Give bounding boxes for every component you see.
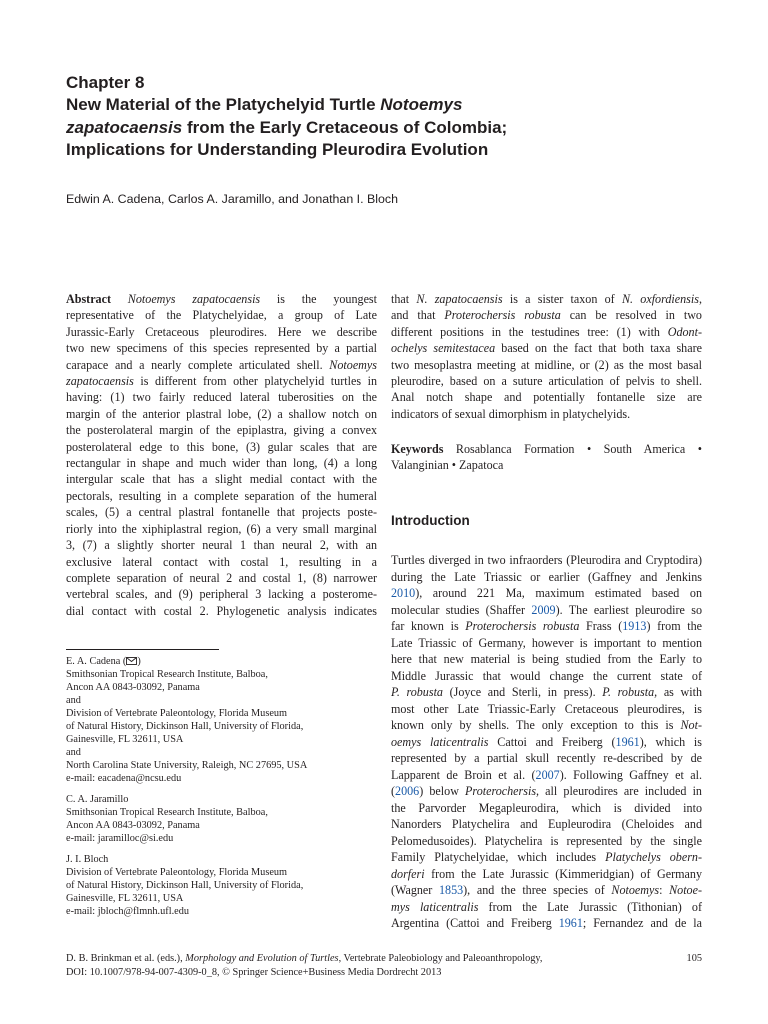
chapter-label: Chapter 8 xyxy=(66,73,145,92)
text-run: during the Late Triassic or earlier (Gaffney and Jenkins xyxy=(391,569,702,584)
text-run: Cattoi and Freiberg ( xyxy=(488,734,616,749)
affiliation-line xyxy=(66,759,377,772)
book-title: Morphology and Evolution of Turtles xyxy=(185,953,339,964)
text-run: as with xyxy=(657,685,702,699)
text-run: ; Fernandez and de la xyxy=(582,916,702,930)
abstract-line xyxy=(66,406,377,422)
text-run: complete separation of neural 2 and costal 1, (8) narrower xyxy=(66,570,377,585)
abstract-line xyxy=(66,324,377,340)
affiliation-text: Gainesville, FL 32611, USA xyxy=(66,734,184,745)
affiliation-text: C. A. Jaramillo xyxy=(66,794,129,805)
text-run: Nanorders Platychelira and Eupleurodira (Cheloides and xyxy=(391,817,702,831)
text-run: Valanginian • Zapatoca xyxy=(391,458,504,473)
text-run: riorly into the xiphiplastral region, (6) a very small marginal xyxy=(66,521,377,536)
text-run: Notoe- xyxy=(669,883,702,897)
page-number: 105 xyxy=(686,953,702,964)
affiliation-line xyxy=(66,806,377,819)
text-run: Not- xyxy=(680,718,702,732)
text-run: Middle Jurassic that would change the current state of xyxy=(391,668,702,683)
affiliation-line xyxy=(66,772,377,785)
affiliation-line xyxy=(66,668,377,681)
text-run: New Material of the Platychelyid Turtle xyxy=(66,95,381,114)
introduction-line xyxy=(391,915,702,932)
introduction-line xyxy=(391,585,702,602)
text-run: Proterochersis robusta xyxy=(465,619,580,633)
affiliation-text: and xyxy=(66,747,81,758)
text-run: two new specimens of this species represented by a partial xyxy=(66,341,377,356)
text-run: having: (1) two fairly reduced lateral tuberosities on the xyxy=(66,390,377,405)
affiliation-text: Gainesville, FL 32611, USA xyxy=(66,893,184,904)
text-run: exclusive lateral contact with costal 1, resulting in a xyxy=(66,554,377,569)
text-run: zapatocaensis xyxy=(66,374,134,389)
chapter-title xyxy=(66,94,716,162)
affiliation-line xyxy=(66,681,377,694)
affiliation-line xyxy=(66,879,377,892)
affiliation-line xyxy=(66,720,377,733)
text-run: can be resolved in two xyxy=(560,308,702,323)
text-run: all pleurodires are included in xyxy=(539,784,702,798)
text-run: ( xyxy=(391,784,396,798)
introduction-line xyxy=(391,569,702,586)
text-run: ), and the three species of xyxy=(463,883,612,897)
text-run: N. oxfordiensis xyxy=(621,292,699,306)
citation-year-link[interactable]: 2009 xyxy=(531,602,556,617)
series-title: , Vertebrate Paleobiology and Paleoanthropology, xyxy=(338,953,543,964)
text-run: representative of the Platychelyidae, a group of Late xyxy=(66,308,377,323)
text-run: different positions in the testudines tree: (1) with xyxy=(391,324,668,339)
abstract-line xyxy=(391,357,702,373)
affiliation-line xyxy=(66,866,377,879)
affiliation-text: e-mail: jaramilloc@si.edu xyxy=(66,833,174,844)
text-run: P. robusta xyxy=(391,685,443,699)
affiliation-text: e-mail: jbloch@flmnh.ufl.edu xyxy=(66,906,190,917)
text-run: ) below xyxy=(419,784,466,798)
citation-year-link[interactable]: 1913 xyxy=(622,619,647,633)
affiliation-text: Division of Vertebrate Paleontology, Florida Museum xyxy=(66,867,288,878)
keywords-line xyxy=(391,457,702,473)
text-run: that xyxy=(391,292,417,306)
author-list: Edwin A. Cadena, Carlos A. Jaramillo, and Jonathan I. Bloch xyxy=(66,192,398,206)
text-run: Implications for Understanding Pleurodira Evolution xyxy=(66,140,489,159)
text-run: Notoemys xyxy=(329,357,377,372)
text-run: two mesoplastra meeting at midline, or (2) as the most basal xyxy=(391,357,702,372)
text-run: carapace and a nearly complete articulated shell. xyxy=(66,357,330,372)
affiliation-text: of Natural History, Dickinson Hall, University of Florida, xyxy=(66,880,304,891)
text-run: represented by a partial skull recently re-described by de xyxy=(391,751,702,765)
text-run: molecular studies (Shaffer xyxy=(391,602,532,617)
abstract-line xyxy=(66,422,377,438)
text-run: indicators of sexual dimorphism in platychelyids. xyxy=(391,406,631,421)
text-run: known only by shells. The only exception to this is xyxy=(391,718,681,732)
affiliation-text: of Natural History, Dickinson Hall, University of Florida, xyxy=(66,721,304,732)
text-run: oemys laticentralis xyxy=(391,734,489,749)
affiliation-text: e-mail: eacadena@ncsu.edu xyxy=(66,773,182,784)
abstract-line xyxy=(391,373,702,389)
text-run: Rosablanca Formation • South America • xyxy=(443,442,702,456)
affiliation-line xyxy=(66,655,377,668)
text-run: vertebral scales, and (9) peripheral 3 lacking a posterome- xyxy=(66,587,377,602)
affiliation-text: E. A. Cadena ( xyxy=(66,656,127,667)
text-run: from the Early Cretaceous of Colombia; xyxy=(182,117,508,137)
text-run: intergular scale that has a slight medial contact with the xyxy=(66,472,377,487)
abstract-line xyxy=(66,373,377,389)
affiliation-line xyxy=(66,832,377,845)
introduction-line xyxy=(391,635,702,652)
affiliation-text: J. I. Bloch xyxy=(66,854,109,865)
citation-year-link[interactable]: 1961 xyxy=(615,734,640,749)
doi-line: DOI: 10.1007/978-94-007-4309-0_8, © Springer Science+Business Media Dordrecht 2013 xyxy=(66,966,442,978)
text-run: pectorals, resulting in a complete separation of the humeral xyxy=(66,488,377,503)
text-run: from the Late Jurassic (Kimmeridgian) of Germany xyxy=(424,866,702,881)
text-run: most other Late Triassic-Early Cretaceous pleurodires, is xyxy=(391,701,702,716)
abstract-line xyxy=(66,291,377,307)
introduction-line xyxy=(391,701,702,718)
text-run: Odont- xyxy=(667,324,702,339)
introduction-line xyxy=(391,800,702,817)
introduction-line xyxy=(391,750,702,767)
text-run: far known is xyxy=(391,619,466,633)
abstract-line xyxy=(391,389,702,405)
affiliation-line xyxy=(66,892,377,905)
abstract-line xyxy=(66,554,377,570)
affiliation-text: Division of Vertebrate Paleontology, Florida Museum xyxy=(66,708,288,719)
abstract-line xyxy=(391,406,702,422)
affiliation-line xyxy=(66,694,377,707)
affiliation-line xyxy=(66,819,377,832)
keywords-line xyxy=(391,441,702,457)
introduction-line xyxy=(391,734,702,751)
envelope-icon xyxy=(126,656,137,664)
text-run: (Joyce and Sterli, in press). xyxy=(442,685,603,699)
introduction-line xyxy=(391,651,702,668)
text-run: Lapparent de Broin et al. ( xyxy=(391,767,536,782)
affiliation-line xyxy=(66,793,377,806)
text-run: and that xyxy=(391,308,445,323)
abstract-line xyxy=(391,324,702,340)
introduction-line xyxy=(391,899,702,916)
text-run: Jurassic-Early Cretaceous pleurodires. Here we describe xyxy=(66,324,377,339)
citation-line xyxy=(66,952,702,966)
introduction-line xyxy=(391,602,702,619)
text-run: mys laticentralis xyxy=(391,899,479,914)
introduction-line xyxy=(391,552,702,569)
affiliation-text: Ancon AA 0843-03092, Panama xyxy=(66,682,200,693)
text-run: Family Platychelyidae, which includes xyxy=(391,850,606,864)
text-run: posterolateral edge to this bone, (3) gular scales that are xyxy=(66,439,377,454)
text-run: ochelys semitestacea xyxy=(391,341,496,356)
abstract-line xyxy=(66,340,377,356)
introduction-line xyxy=(391,882,702,899)
text-run: zapatocaensis xyxy=(66,117,183,137)
text-run: here that new material is being studied from the Early to xyxy=(391,652,702,666)
abstract-line xyxy=(66,488,377,504)
introduction-line xyxy=(391,783,702,800)
text-run: margin of the anterior plastral lobe, (2) a shallow notch on xyxy=(66,406,377,421)
affiliation-block xyxy=(66,655,377,785)
text-run: ), which is xyxy=(639,734,702,749)
text-run: ). Following Gaffney et al. xyxy=(559,767,703,782)
abstract-line xyxy=(66,357,377,373)
abstract-label: Abstract xyxy=(66,292,128,306)
affiliation-block xyxy=(66,793,377,845)
affiliation-block xyxy=(66,853,377,918)
introduction-line xyxy=(391,684,702,701)
text-run: Notoemys xyxy=(611,883,660,897)
text-run: Frass ( xyxy=(579,619,623,633)
introduction-line xyxy=(391,816,702,833)
abstract-line xyxy=(66,504,377,520)
text-run: Notoemys zapatocaensis xyxy=(127,292,261,306)
abstract-line xyxy=(391,340,702,356)
affiliation-text: Ancon AA 0843-03092, Panama xyxy=(66,820,200,831)
text-run: N. zapatocaensis xyxy=(416,292,503,306)
abstract-line xyxy=(66,471,377,487)
abstract-line xyxy=(66,455,377,471)
affiliation-text: Smithsonian Tropical Research Institute, Balboa, xyxy=(66,669,268,680)
text-run: Notoemys xyxy=(380,95,463,114)
text-run: ), around 221 Ma, maximum estimated based on xyxy=(415,586,702,600)
text-run: ) from the xyxy=(646,619,703,633)
abstract-continued xyxy=(391,291,702,422)
text-run: Late Triassic of Germany, however is important to mention xyxy=(391,635,702,650)
abstract-line xyxy=(66,439,377,455)
keywords xyxy=(391,441,702,474)
citation-editors: D. B. Brinkman et al. (eds.), xyxy=(66,953,186,964)
text-run: : xyxy=(659,883,670,897)
affiliation-line xyxy=(66,733,377,746)
title-line xyxy=(66,94,716,117)
abstract-line xyxy=(391,291,702,307)
abstract-line xyxy=(66,537,377,553)
text-run: the posterolateral margin of the epiplastra, giving a convex xyxy=(66,423,377,438)
introduction-line xyxy=(391,767,702,784)
text-run: based on the fact that both taxa share xyxy=(495,341,702,356)
affiliation-text: North Carolina State University, Raleigh, NC 27695, USA xyxy=(66,760,308,771)
text-run: Turtles diverged in two infraorders (Pleurodira and Cryptodira) xyxy=(391,553,702,567)
text-run: (Wagner xyxy=(391,883,439,897)
text-run: Proterochersis, xyxy=(465,784,540,798)
page-footer xyxy=(66,952,702,979)
affiliation-line xyxy=(66,853,377,866)
keywords-label: Keywords xyxy=(391,442,444,456)
text-run: Proterochersis robusta xyxy=(444,308,561,323)
text-run: dorferi xyxy=(391,866,425,881)
introduction-line xyxy=(391,717,702,734)
abstract-line xyxy=(66,603,377,619)
text-run: dial contact with costal 2. Phylogenetic analysis indicates xyxy=(66,603,377,618)
citation-year-link[interactable]: 2010 xyxy=(391,586,416,600)
introduction-text xyxy=(391,552,702,932)
introduction-line xyxy=(391,866,702,883)
text-run: is the youngest xyxy=(260,292,377,306)
text-run: is different from other platychelyid turtles in xyxy=(133,374,377,389)
introduction-line xyxy=(391,833,702,850)
text-run: the Parvorder Megapleurodira, which is divided into xyxy=(391,800,702,815)
abstract-line xyxy=(66,521,377,537)
title-line xyxy=(66,139,716,162)
text-run: Argentina (Cattoi and Freiberg xyxy=(391,916,559,930)
introduction-heading: Introduction xyxy=(391,513,470,528)
text-run: scales, (5) a central plastral fontanelle that projects poste- xyxy=(66,505,377,520)
abstract-line xyxy=(66,307,377,323)
citation-year-link[interactable]: 2006 xyxy=(395,784,420,798)
affiliation-text: ) xyxy=(137,656,141,667)
affiliation-line xyxy=(66,707,377,720)
affiliation-text: Smithsonian Tropical Research Institute, Balboa, xyxy=(66,807,268,818)
abstract-line xyxy=(391,307,702,323)
text-run: ). The earliest pleurodire so xyxy=(555,602,702,617)
citation-year-link[interactable]: 2007 xyxy=(535,767,560,782)
text-run: pleurodire, based on a suture articulation of pelvis to shell. xyxy=(391,374,702,389)
text-run: P. robusta, xyxy=(602,685,658,699)
text-run: Anal notch shape and potentially fontanelle size are xyxy=(391,390,702,405)
text-run: is a sister taxon of xyxy=(502,292,622,306)
text-run: , xyxy=(698,292,702,306)
abstract xyxy=(66,291,377,619)
citation-year-link[interactable]: 1961 xyxy=(558,916,583,930)
introduction-line xyxy=(391,849,702,866)
abstract-line xyxy=(66,389,377,405)
abstract-line xyxy=(66,570,377,586)
author-affiliations xyxy=(66,655,377,926)
text-run: from the Late Jurassic (Tithonian) of xyxy=(478,899,703,914)
affiliation-line xyxy=(66,905,377,918)
text-run: rectangular in shape and much wider than long, (4) a long xyxy=(66,456,377,471)
abstract-line xyxy=(66,586,377,602)
introduction-line xyxy=(391,618,702,635)
title-line xyxy=(66,117,716,140)
text-run: 3, (7) a slightly shorter neural 1 than neural 2, with an xyxy=(66,538,377,553)
text-run: Pelomedusoides). Platychelira is represented by the single xyxy=(391,833,702,848)
citation-year-link[interactable]: 1853 xyxy=(438,883,464,897)
introduction-line xyxy=(391,668,702,685)
footnote-divider xyxy=(66,649,219,650)
text-run: Platychelys obern- xyxy=(605,850,702,864)
affiliation-line xyxy=(66,746,377,759)
affiliation-text: and xyxy=(66,695,81,706)
